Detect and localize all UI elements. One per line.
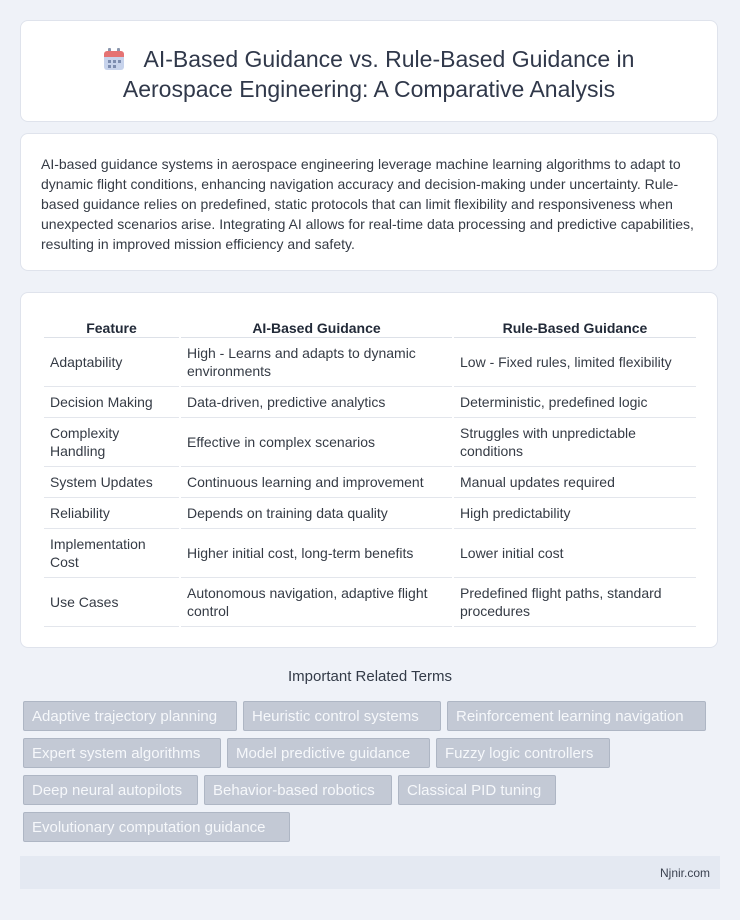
cell-rule: Low - Fixed rules, limited flexibility (454, 338, 696, 387)
title-line-1: AI-Based Guidance vs. Rule-Based Guidance in (143, 46, 635, 72)
cell-ai: Depends on training data quality (181, 498, 452, 529)
cell-feature: Adaptability (44, 338, 179, 387)
cell-feature: Reliability (44, 498, 179, 529)
calendar-icon (104, 48, 124, 70)
cell-ai: Autonomous navigation, adaptive flight control (181, 578, 452, 627)
cell-ai: Data-driven, predictive analytics (181, 387, 452, 418)
cell-rule: Deterministic, predefined logic (454, 387, 696, 418)
header-rule-based: Rule-Based Guidance (454, 315, 696, 338)
tag-classical-pid-tuning[interactable]: Classical PID tuning (398, 775, 556, 805)
page-title (21, 44, 717, 104)
cell-ai: High - Learns and adapts to dynamic environments (181, 338, 452, 387)
header-feature: Feature (44, 315, 179, 338)
cell-rule: Manual updates required (454, 467, 696, 498)
tag-heuristic-control-systems[interactable]: Heuristic control systems (243, 701, 441, 731)
table-row (44, 338, 696, 387)
tag-adaptive-trajectory-planning[interactable]: Adaptive trajectory planning (23, 701, 237, 731)
intro-card (20, 133, 718, 271)
comparison-card (20, 292, 718, 648)
tag-deep-neural-autopilots[interactable]: Deep neural autopilots (23, 775, 198, 805)
cell-feature: Decision Making (44, 387, 179, 418)
cell-feature: Complexity Handling (44, 418, 179, 467)
comparison-table (42, 315, 698, 627)
tag-evolutionary-computation-guidance[interactable]: Evolutionary computation guidance (23, 812, 290, 842)
title-line-2: Aerospace Engineering: A Comparative Analysis (122, 76, 616, 102)
cell-rule: Predefined flight paths, standard procedures (454, 578, 696, 627)
cell-ai: Continuous learning and improvement (181, 467, 452, 498)
table-row (44, 387, 696, 418)
header-ai-based: AI-Based Guidance (181, 315, 452, 338)
tag-expert-system-algorithms[interactable]: Expert system algorithms (23, 738, 221, 768)
tag-behavior-based-robotics[interactable]: Behavior-based robotics (204, 775, 392, 805)
table-row (44, 418, 696, 467)
cell-rule: Lower initial cost (454, 529, 696, 578)
table-row (44, 498, 696, 529)
title-card (20, 20, 718, 122)
footer-site-link[interactable]: Njnir.com (659, 866, 710, 880)
table-header-row (44, 315, 696, 338)
intro-paragraph: AI-based guidance systems in aerospace engineering leverage machine learning algorithms to adapt to dynamic flight conditions, enhancing navigation accuracy and decision-making under uncertainty. Rule-based guidance relies on predefined, static protocols that can limit flexibility and responsiveness when unexpected scenarios arise. Integrating AI allows for real-time data processing and predictive capabilities, resulting in improved mission efficiency and safety. (41, 156, 694, 252)
tag-fuzzy-logic-controllers[interactable]: Fuzzy logic controllers (436, 738, 610, 768)
cell-feature: System Updates (44, 467, 179, 498)
cell-rule: Struggles with unpredictable conditions (454, 418, 696, 467)
cell-rule: High predictability (454, 498, 696, 529)
tag-reinforcement-learning-navigation[interactable]: Reinforcement learning navigation (447, 701, 706, 731)
cell-feature: Use Cases (44, 578, 179, 627)
footer (20, 856, 720, 889)
cell-ai: Effective in complex scenarios (181, 418, 452, 467)
table-row (44, 467, 696, 498)
cell-feature: Implementation Cost (44, 529, 179, 578)
related-terms-heading: Important Related Terms (288, 668, 452, 685)
tag-model-predictive-guidance[interactable]: Model predictive guidance (227, 738, 430, 768)
cell-ai: Higher initial cost, long-term benefits (181, 529, 452, 578)
table-row (44, 578, 696, 627)
table-row (44, 529, 696, 578)
